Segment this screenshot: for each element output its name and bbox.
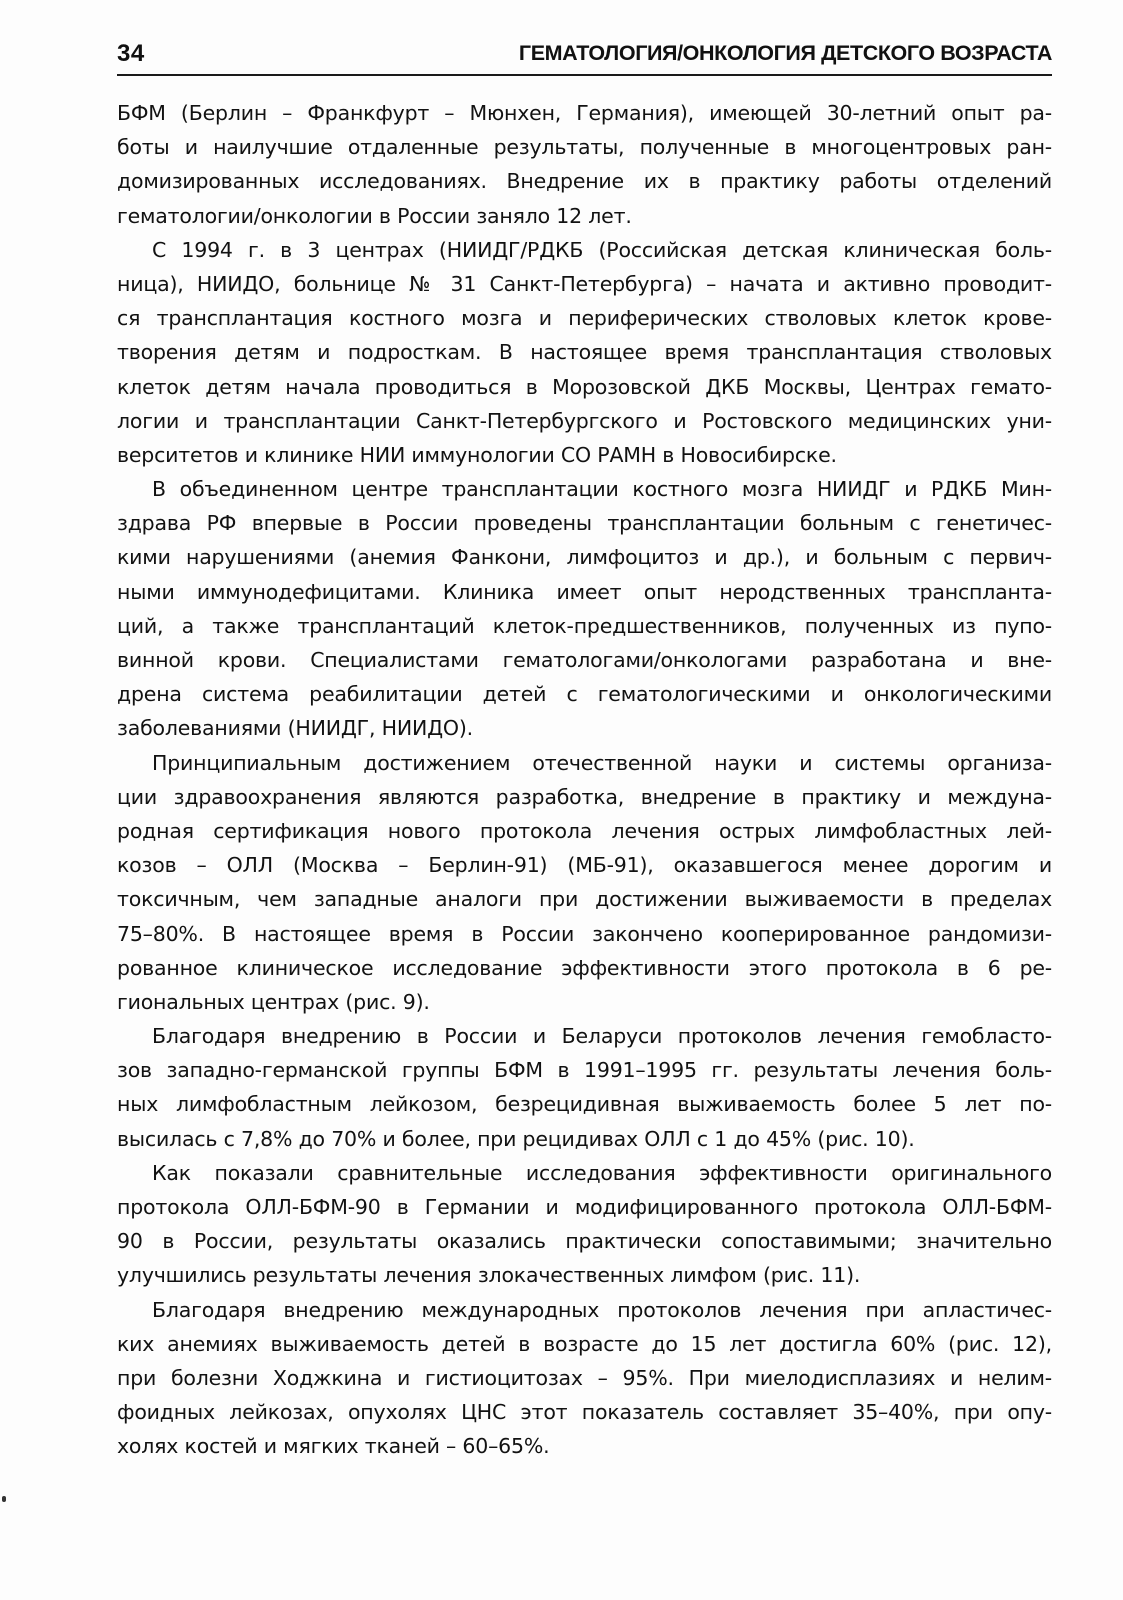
- text-line: ся трансплантация костного мозга и периферических стволовых клеток крове-: [117, 306, 1052, 331]
- paragraph: [117, 1156, 1052, 1293]
- text-line: творения детям и подросткам. В настоящее время трансплантация стволовых: [117, 340, 1052, 365]
- text-line: боты и наилучшие отдаленные результаты, полученные в многоцентровых ран-: [117, 135, 1052, 160]
- text-line: верситетов и клинике НИИ иммунологии СО РАМН в Новосибирске.: [117, 442, 837, 467]
- paragraph: [117, 746, 1052, 1020]
- text-line: 75–80%. В настоящее время в России закончено кооперированное рандомизи-: [117, 921, 1052, 946]
- body-text: [117, 96, 1052, 1464]
- running-header: [117, 38, 1052, 76]
- text-line: ными иммунодефицитами. Клиника имеет опыт неродственных транспланта-: [117, 579, 1052, 604]
- scan-speck: [2, 1496, 6, 1502]
- paragraph: [117, 233, 1052, 472]
- text-line: Благодаря внедрению международных протоколов лечения при апластичес-: [152, 1297, 1052, 1322]
- text-line: при болезни Ходжкина и гистиоцитозах – 95%. При миелодисплазиях и нелим-: [117, 1365, 1052, 1390]
- text-line: зов западно-германской группы БФМ в 1991–1995 гг. результаты лечения боль-: [117, 1058, 1052, 1083]
- text-line: ций, а также трансплантаций клеток-предшественников, полученных из пупо-: [117, 613, 1052, 638]
- text-line: ции здравоохранения являются разработка, внедрение в практику и междуна-: [117, 784, 1052, 809]
- text-line: домизированных исследованиях. Внедрение их в практику работы отделений: [117, 169, 1052, 194]
- text-line: холях костей и мягких тканей – 60–65%.: [117, 1434, 550, 1459]
- text-line: логии и трансплантации Санкт-Петербургского и Ростовского медицинских уни-: [117, 408, 1052, 433]
- text-line: протокола ОЛЛ-БФМ-90 в Германии и модифицированного протокола ОЛЛ-БФМ-: [117, 1195, 1052, 1219]
- paragraph: [117, 1019, 1052, 1156]
- text-line: кими нарушениями (анемия Фанкони, лимфоцитоз и др.), и больным с первич-: [117, 545, 1052, 570]
- text-line: токсичным, чем западные аналоги при достижении выживаемости в пределах: [117, 887, 1052, 912]
- text-line: ных лимфобластным лейкозом, безрецидивная выживаемость более 5 лет по-: [117, 1092, 1052, 1117]
- running-title: ГЕМАТОЛОГИЯ/ОНКОЛОГИЯ ДЕТСКОГО ВОЗРАСТА: [518, 41, 1052, 65]
- paragraph: [117, 472, 1052, 746]
- text-line: С 1994 г. в 3 центрах (НИИДГ/РДКБ (Российская детская клиническая боль-: [152, 237, 1052, 262]
- text-line: В объединенном центре трансплантации костного мозга НИИДГ и РДКБ Мин-: [152, 477, 1052, 502]
- text-line: заболеваниями (НИИДГ, НИИДО).: [117, 716, 473, 741]
- paragraph: [117, 1293, 1052, 1464]
- page-number: 34: [117, 40, 145, 67]
- text-line: ких анемиях выживаемость детей в возрасте до 15 лет достигла 60% (рис. 12),: [117, 1331, 1052, 1356]
- text-line: клеток детям начала проводиться в Морозовской ДКБ Москвы, Центрах гемато-: [117, 374, 1052, 399]
- text-line: козов – ОЛЛ (Москва – Берлин-91) (МБ-91), оказавшегося менее дорогим и: [117, 853, 1052, 878]
- text-line: ница), НИИДО, больнице № 31 Санкт-Петербурга) – начата и активно проводит-: [117, 271, 1052, 296]
- text-line: винной крови. Специалистами гематологами/онкологами разработана и вне-: [117, 648, 1052, 672]
- text-line: Принципиальным достижением отечественной науки и системы организа-: [152, 750, 1052, 775]
- text-line: родная сертификация нового протокола лечения острых лимфобластных лей-: [117, 818, 1052, 843]
- text-line: высилась с 7,8% до 70% и более, при рецидивах ОЛЛ с 1 до 45% (рис. 10).: [117, 1126, 915, 1151]
- text-line: Как показали сравнительные исследования эффективности оригинального: [152, 1160, 1052, 1185]
- text-line: гиональных центрах (рис. 9).: [117, 989, 430, 1014]
- text-line: дрена система реабилитации детей с гематологическими и онкологическими: [117, 682, 1052, 707]
- text-line: улучшились результаты лечения злокачественных лимфом (рис. 11).: [117, 1263, 861, 1288]
- text-line: фоидных лейкозах, опухолях ЦНС этот показатель составляет 35–40%, при опу-: [117, 1400, 1052, 1425]
- text-line: гематологии/онкологии в России заняло 12 лет.: [117, 203, 632, 228]
- text-line: БФМ (Берлин – Франкфурт – Мюнхен, Германия), имеющей 30-летний опыт ра-: [117, 101, 1052, 125]
- text-line: 90 в России, результаты оказались практически сопоставимыми; значительно: [117, 1229, 1052, 1254]
- text-line: рованное клиническое исследование эффективности этого протокола в 6 ре-: [117, 955, 1052, 980]
- text-line: здрава РФ впервые в России проведены трансплантации больным с генетичес-: [117, 511, 1052, 536]
- paragraph: [117, 96, 1052, 233]
- text-line: Благодаря внедрению в России и Беларуси протоколов лечения гемобласто-: [152, 1024, 1052, 1049]
